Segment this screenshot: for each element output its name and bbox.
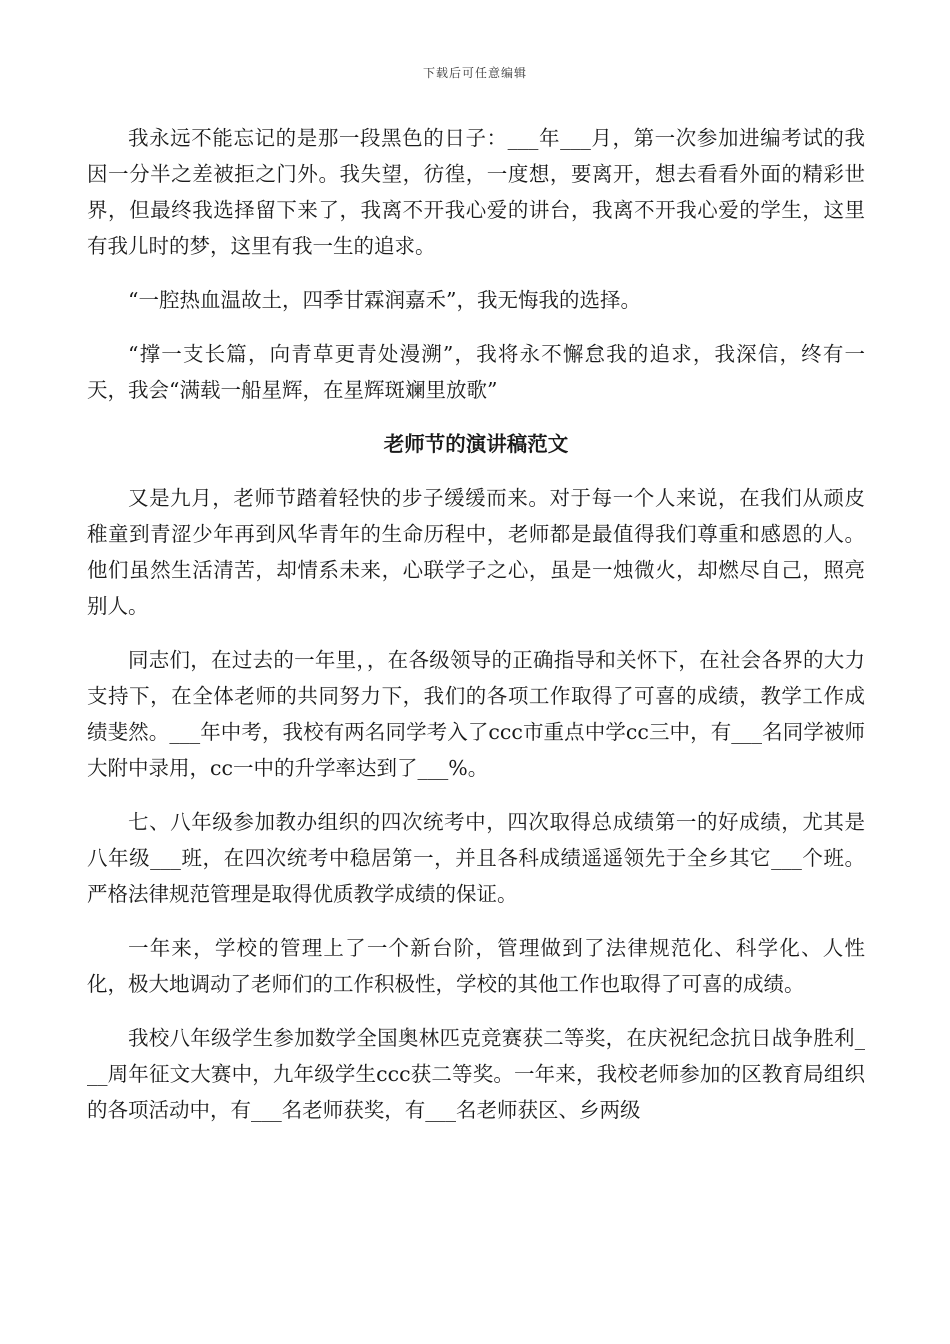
paragraph: 七、八年级参加教办组织的四次统考中，四次取得总成绩第一的好成绩，尤其是八年级___班，在四次统考中稳居第一，并且各科成绩遥遥领先于全乡其它___个班。严格法律规范管理是取得优质教学成绩的保证。 (87, 810, 865, 906)
paragraph: 我校八年级学生参加数学全国奥林匹克竞赛获二等奖，在庆祝纪念抗日战争胜利___周年征文大赛中，九年级学生ccc获二等奖。一年来，我校老师参加的区教育局组织的各项活动中，有___名老师获奖，有___名老师获区、乡两级 (87, 1026, 865, 1122)
paragraph: 同志们，在过去的一年里，，在各级领导的正确指导和关怀下，在社会各界的大力支持下，在全体老师的共同努力下，我们的各项工作取得了可喜的成绩，教学工作成绩斐然。___年中考，我校有两名同学考入了ccc市重点中学cc三中，有___名同学被师大附中录用，cc一中的升学率达到了___%。 (87, 648, 865, 780)
paragraph: 一年来，学校的管理上了一个新台阶，管理做到了法律规范化、科学化、人性化，极大地调动了老师们的工作积极性，学校的其他工作也取得了可喜的成绩。 (87, 936, 865, 996)
page-header-note: 下载后可任意编辑 (422, 66, 527, 80)
paragraph: 又是九月，老师节踏着轻快的步子缓缓而来。对于每一个人来说，在我们从顽皮稚童到青涩少年再到风华青年的生命历程中，老师都是最值得我们尊重和感恩的人。他们虽然生活清苦，却情系未来，心联学子之心，虽是一烛微火，却燃尽自己，照亮别人。 (87, 486, 865, 618)
paragraph: “一腔热血温故土，四季甘霖润嘉禾”，我无悔我的选择。 (128, 288, 641, 312)
paragraph: “撑一支长篇，向青草更青处漫溯”，我将永不懈怠我的追求，我深信，终有一天，我会“满载一船星辉，在星辉斑斓里放歌” (87, 342, 865, 402)
document-body (87, 120, 865, 1146)
section-title: 老师节的演讲稿范文 (383, 432, 569, 456)
paragraph: 我永远不能忘记的是那一段黑色的日子：___年___月，第一次参加进编考试的我因一分半之差被拒之门外。我失望，彷徨，一度想，要离开，想去看看外面的精彩世界，但最终我选择留下来了，我离不开我心爱的讲台，我离不开我心爱的学生，这里有我儿时的梦，这里有我一生的追求。 (87, 126, 865, 258)
